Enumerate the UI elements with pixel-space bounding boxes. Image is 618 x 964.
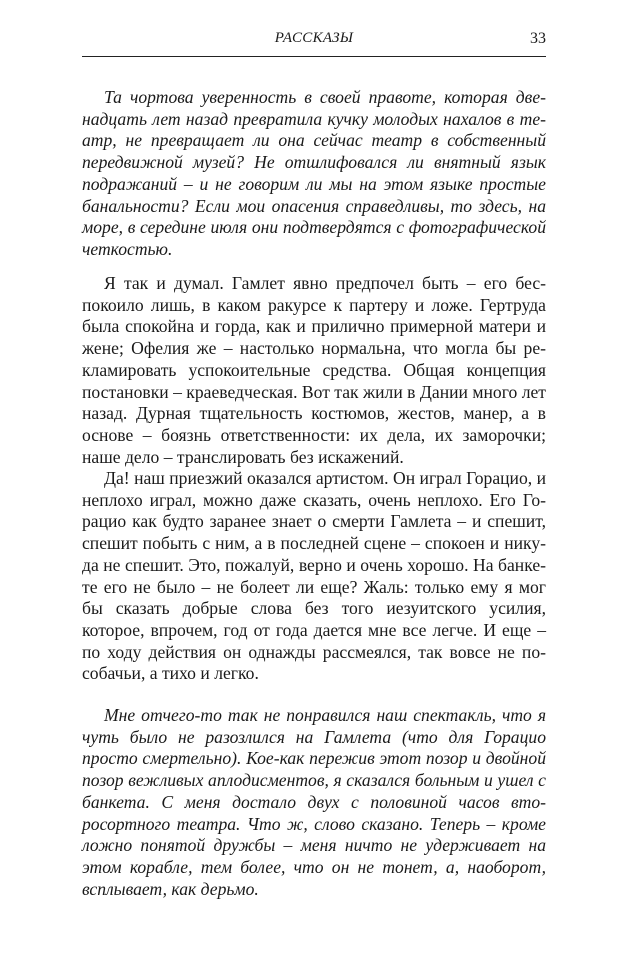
- running-head: РАССКАЗЫ: [274, 30, 354, 46]
- paragraph-italic-closing: Мне отчего-то так не понравился наш спектакль, что я чуть было не разозлился на Гамлета (что для Горацио просто смертельно). Кое-как пережив этот позор и двойной позор вежливых аплодисментов, я сказался больным и ушел с банкета. С меня достало двух с половиной часов второсортного театра. Что ж, слово сказано. Теперь – кроме ложно понятой дружбы – меня ничто не удерживает на этом корабле, тем более, что он не тонет, а, наоборот, всплывает, как дерьмо.: [82, 705, 546, 899]
- page-header: [82, 30, 546, 57]
- page-number: 33: [530, 30, 546, 47]
- paragraph-italic-intro: Та чортова уверенность в своей правоте, которая двенадцать лет назад превратила кучку молодых нахалов в театр, не превращает ли она сейчас театр в собственный передвижной музей? Не отшлифовался ли внятный язык подражаний – и не говорим ли мы на этом языке простые банальности? Если мои опасения справедливы, то здесь, на море, в середине июля они подтвердятся с фотографической четкостью.: [82, 87, 546, 259]
- paragraph-horatio-actor: Да! наш приезжий оказался артистом. Он играл Горацио, и неплохо играл, можно даже сказать, очень неплохо. Его Горацио как будто заранее знает о смерти Гамлета – и спешит, спешит побыть с ним, а в последней сцене – спокоен и никуда не спешит. Это, пожалуй, верно и очень хорошо. На банкете его не было – не болеет ли еще? Жаль: только ему я мог бы сказать добрые слова без того иезуитского усилия, которое, впрочем, год от года дается мне все легче. И еще – по ходу действия он однажды рассмеялся, так вовсе не по-собачьи, а тихо и легко.: [82, 468, 546, 684]
- paragraph-hamlet-review: Я так и думал. Гамлет явно предпочел быть – его беспокоило лишь, в каком ракурсе к партеру и ложе. Гертруда была спокойна и горда, как и прилично примерной матери и жене; Офелия же – настолько нормальна, что могла бы рекламировать успокоительные средства. Общая концепция постановки – краеведческая. Вот так жили в Дании много лет назад. Дурная тщательность костюмов, жестов, манер, а в основе – боязнь ответственности: их дела, их заморочки; наше дело – транслировать без искажений.: [82, 273, 546, 467]
